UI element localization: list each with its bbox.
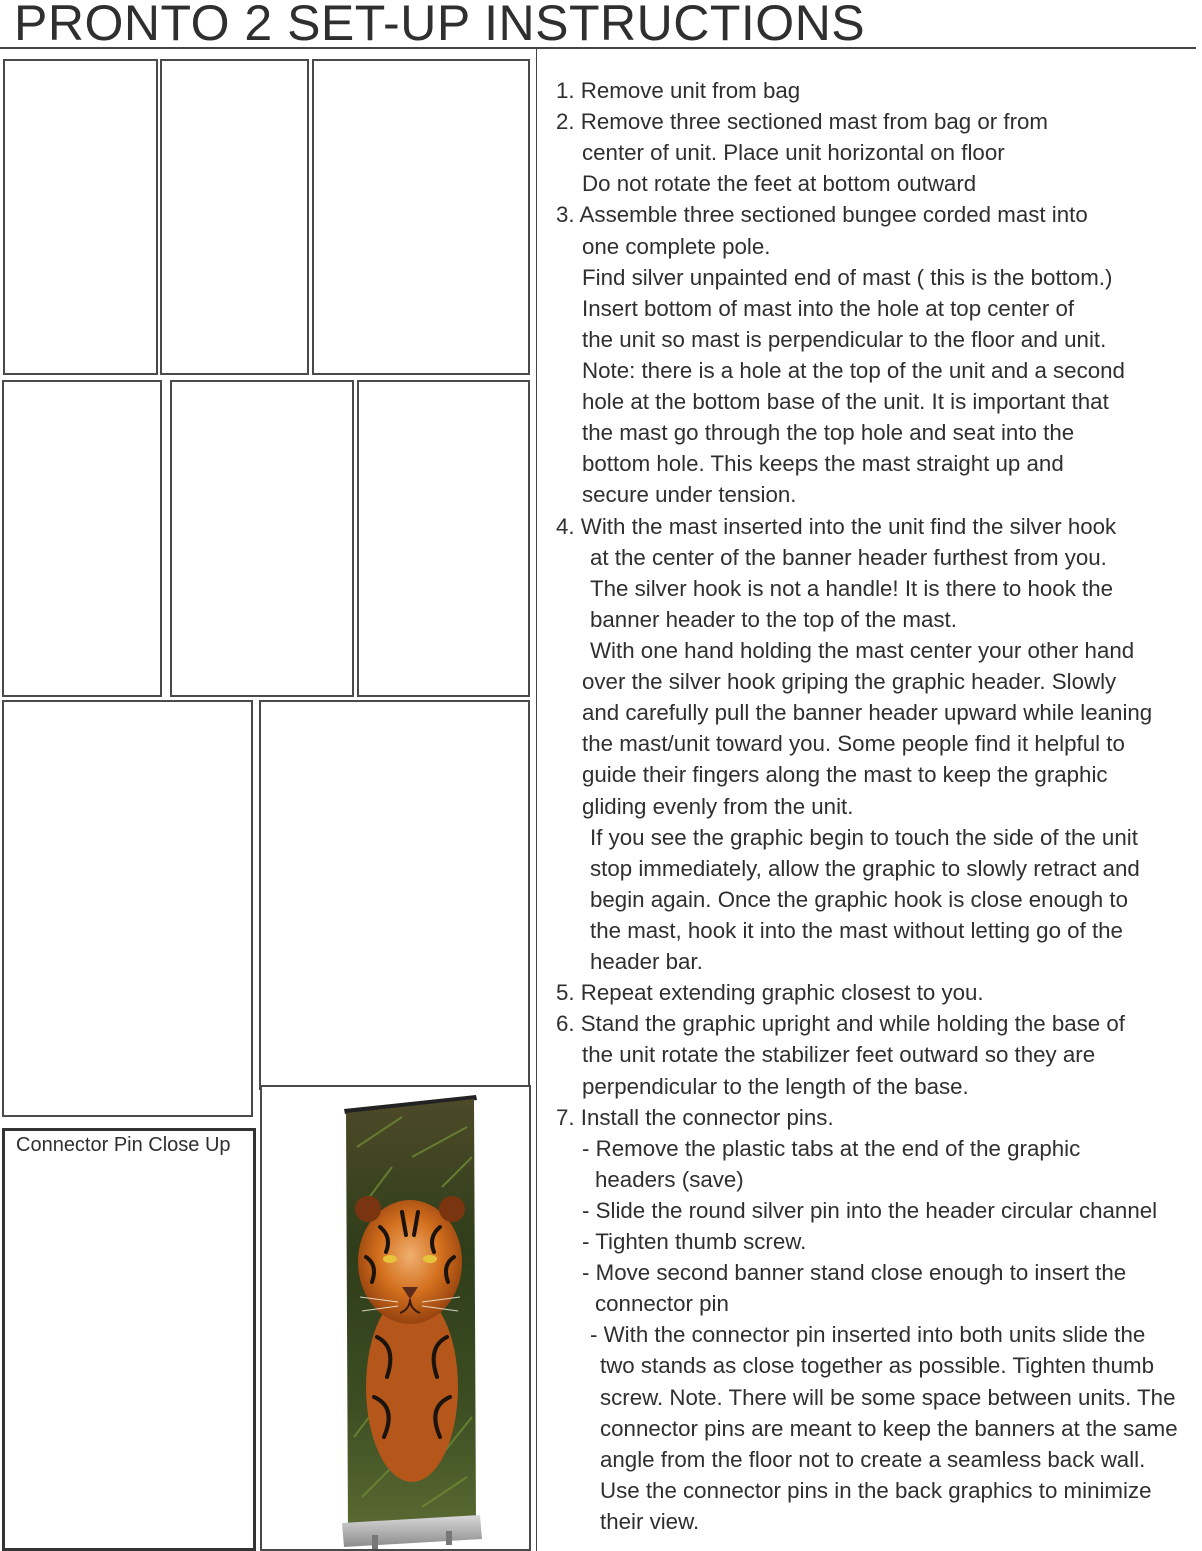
instruction-line: 7. Install the connector pins.: [556, 1104, 834, 1130]
instruction-line: center of unit. Place unit horizontal on floor: [582, 140, 1005, 166]
instruction-line: begin again. Once the graphic hook is close enough to: [590, 886, 1128, 912]
instruction-line: at the center of the banner header furthest from you.: [590, 544, 1107, 570]
setup-photo-5: [170, 380, 354, 697]
instruction-line: - With the connector pin inserted into both units slide the: [590, 1322, 1146, 1348]
instruction-line: one complete pole.: [582, 233, 771, 259]
instruction-line: secure under tension.: [582, 482, 797, 508]
instruction-line: the mast, hook it into the mast without letting go of the: [590, 917, 1123, 943]
instruction-line: 6. Stand the graphic upright and while holding the base of: [556, 1011, 1125, 1037]
instruction-line: Do not rotate the feet at bottom outward: [582, 171, 977, 197]
instruction-line: perpendicular to the length of the base.: [582, 1073, 969, 1099]
instruction-line: their view.: [600, 1509, 700, 1535]
setup-photo-2: [160, 59, 309, 375]
instruction-line: Note: there is a hole at the top of the unit and a second: [582, 357, 1125, 383]
setup-photo-8: [259, 700, 530, 1090]
instruction-line: The silver hook is not a handle! It is there to hook the: [590, 575, 1114, 601]
instruction-line: 3. Assemble three sectioned bungee corded mast into: [556, 202, 1088, 228]
instruction-line: and carefully pull the banner header upward while leaning: [582, 700, 1153, 726]
instruction-line: the unit rotate the stabilizer feet outward so they are: [582, 1042, 1096, 1068]
instruction-line: over the silver hook griping the graphic header. Slowly: [582, 669, 1117, 695]
instruction-line: headers (save): [595, 1166, 744, 1192]
banner-stand-photo: [262, 1087, 529, 1549]
instruction-line: connector pin: [595, 1291, 729, 1317]
instruction-line: - Tighten thumb screw.: [582, 1229, 807, 1255]
instruction-line: gliding evenly from the unit.: [582, 793, 854, 819]
instruction-line: - Move second banner stand close enough to insert the: [582, 1260, 1127, 1286]
setup-photo-6: [357, 380, 530, 697]
instructions-list: [556, 75, 1201, 1537]
instruction-line: the mast go through the top hole and seat into the: [582, 420, 1075, 446]
setup-photo-1: [3, 59, 158, 375]
instruction-line: angle from the floor not to create a seamless back wall.: [600, 1446, 1146, 1472]
page-title: PRONTO 2 SET-UP INSTRUCTIONS: [14, 0, 866, 51]
instruction-line: - Remove the plastic tabs at the end of the graphic: [582, 1135, 1081, 1161]
instruction-line: 5. Repeat extending graphic closest to you.: [556, 980, 984, 1006]
tiger-banner-illustration: [262, 1087, 529, 1549]
instruction-line: 2. Remove three sectioned mast from bag or from: [556, 109, 1048, 135]
instruction-line: 1. Remove unit from bag: [556, 78, 801, 103]
setup-photo-4: [2, 380, 162, 697]
instruction-line: header bar.: [590, 949, 703, 975]
instruction-line: Use the connector pins in the back graphics to minimize: [600, 1477, 1152, 1503]
instruction-line: banner header to the top of the mast.: [590, 606, 957, 632]
instruction-line: screw. Note. There will be some space between units. The: [600, 1384, 1176, 1410]
setup-photo-7: [2, 700, 253, 1117]
instruction-line: the mast/unit toward you. Some people find it helpful to: [582, 731, 1125, 757]
connector-pin-photo: [2, 1128, 256, 1551]
setup-photo-3: [312, 59, 530, 375]
instruction-line: stop immediately, allow the graphic to slowly retract and: [590, 855, 1140, 881]
instruction-line: Insert bottom of mast into the hole at top center of: [582, 295, 1075, 321]
column-divider: [536, 48, 537, 1551]
instruction-line: 4. With the mast inserted into the unit find the silver hook: [556, 513, 1117, 539]
instruction-line: If you see the graphic begin to touch the side of the unit: [590, 824, 1138, 850]
instruction-line: Find silver unpainted end of mast ( this is the bottom.): [582, 264, 1113, 290]
instruction-line: connector pins are meant to keep the banners at the same: [600, 1415, 1178, 1441]
instruction-line: guide their fingers along the mast to keep the graphic: [582, 762, 1108, 788]
photo-caption: Connector Pin Close Up: [16, 1134, 231, 1156]
title-divider: [0, 47, 1196, 49]
instruction-line: hole at the bottom base of the unit. It is important that: [582, 389, 1109, 415]
instruction-line: the unit so mast is perpendicular to the floor and unit.: [582, 326, 1107, 352]
instruction-line: With one hand holding the mast center your other hand: [590, 637, 1135, 663]
instruction-line: bottom hole. This keeps the mast straight up and: [582, 451, 1064, 477]
instruction-line: - Slide the round silver pin into the header circular channel: [582, 1197, 1158, 1223]
instruction-line: two stands as close together as possible. Tighten thumb: [600, 1353, 1155, 1379]
